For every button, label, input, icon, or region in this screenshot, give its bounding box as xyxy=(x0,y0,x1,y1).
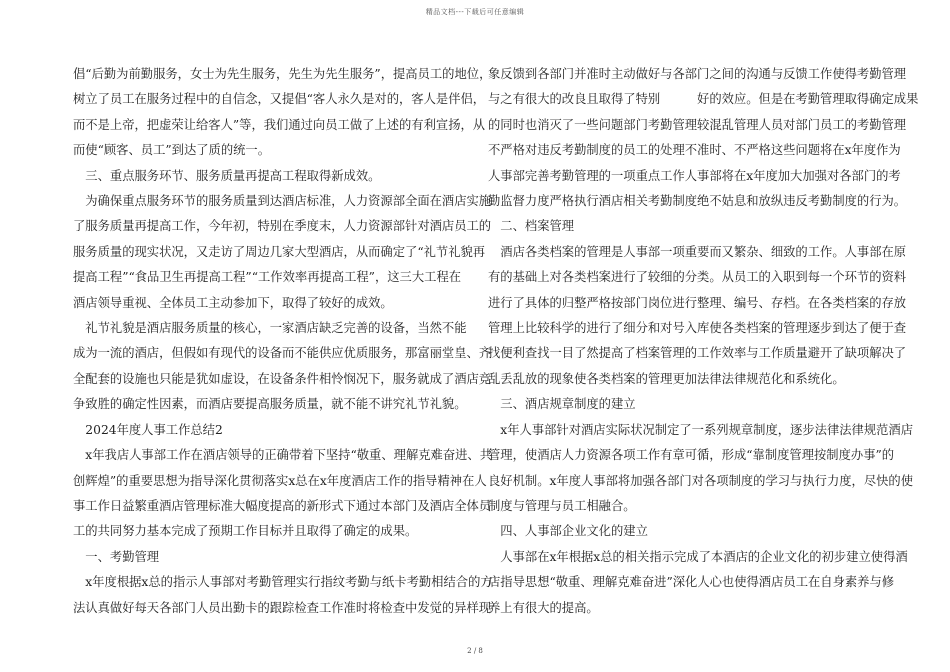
text-line: 管理，使酒店人力资源各项工作有章可循，形成“靠制度管理按制度办事”的 xyxy=(488,448,895,463)
text-line: 而使“顾客、员工”到达了质的统一。 xyxy=(73,143,271,158)
text-line: 人事部完善考勤管理的一项重点工作人事部将在x年度加大加强对各部门的考 xyxy=(488,168,901,183)
text-line: 礼节礼貌是酒店服务质量的核心，一家酒店缺乏完善的设备，当然不能 xyxy=(73,321,467,336)
text-line: 三、重点服务环节、服务质量再提高工程取得新成效。 xyxy=(73,168,381,183)
text-line: 工的共同努力基本完成了预期工作目标并且取得了确定的成果。 xyxy=(73,524,418,539)
text-line: 法认真做好每天各部门人员出勤卡的跟踪检查工作准时将检查中发觉的异样现 xyxy=(73,600,492,615)
text-line: 养上有很大的提高。 xyxy=(488,600,599,615)
text-line: x年我店人事部工作在酒店领导的正确带着下坚持“敬重、理解克难奋进、共 xyxy=(73,448,493,463)
text-line: 象反馈到各部门并准时主动做好与各部门之间的沟通与反馈工作使得考勤管理 xyxy=(488,67,907,81)
text-line: 四、人事部企业文化的建立 xyxy=(488,524,648,539)
text-line: 酒店各类档案的管理是人事部一项重要而又繁杂、细致的工作。人事部在原 xyxy=(488,244,907,259)
text-line: 倡“后勤为前勤服务，女士为先生服务，先生为先生服务”，提高员工的地位， xyxy=(73,67,492,81)
text-line: 找便利查找一目了然提高了档案管理的工作效率与工作质量避开了缺项解决了 xyxy=(488,346,907,361)
text-line: 人事部在x年根据x总的相关指示完成了本酒店的企业文化的初步建立使得酒 xyxy=(488,549,908,564)
text-line: 一、考勤管理 xyxy=(73,549,160,564)
page-header: 精品文档---下载后可任意编辑 xyxy=(425,8,525,16)
left-column xyxy=(73,62,493,621)
text-line: 二、档案管理 xyxy=(488,219,575,234)
right-column xyxy=(488,62,919,621)
text-line: 提高工程”“食品卫生再提高工程”“工作效率再提高工程”，这三大工程在 xyxy=(73,270,462,285)
text-line: 的同时也消灭了一些问题部门考勤管理较混乱管理人员对部门员工的考勤管理 xyxy=(488,117,907,132)
text-line: 不严格对违反考勤制度的员工的处理不准时、不严格这些问题将在x年度作为 xyxy=(488,143,901,158)
page-number: 2 / 8 xyxy=(467,647,483,655)
text-line: 树立了员工在服务过程中的自信念，又提倡“客人永久是对的，客人是伴侣， xyxy=(73,92,486,107)
text-line: 成为一流的酒店，但假如有现代的设备而不能供应优质服务，那富丽堂皇、齐 xyxy=(73,346,492,361)
text-line: 2024年度人事工作总结2 xyxy=(73,422,223,437)
text-line: 与之有很大的改良且取得了特别 好的效应。但是在考勤管理取得确定成果 xyxy=(488,92,919,107)
text-line: x年度根据x总的指示人事部对考勤管理实行指纹考勤与纸卡考勤相结合的方 xyxy=(73,575,493,590)
text-line: 而不是上帝，把虚荣让给客人”等，我们通过向员工做了上述的有利宣扬，从 xyxy=(73,117,486,132)
text-line: 店指导思想“敬重、理解克难奋进”深化人心也使得酒店员工在自身素养与修 xyxy=(488,575,895,590)
text-line: 事工作日益繁重酒店管理标准大幅度提高的新形式下通过本部门及酒店全体员 xyxy=(73,498,492,513)
text-line: 良好机制。x年度人事部将加强各部门对各项制度的学习与执行力度，尽快的使 xyxy=(488,473,914,488)
text-line: 了服务质量再提高工作，今年初，特别在季度末，人力资源部针对酒店员工的 xyxy=(73,219,492,234)
text-line: 有的基础上对各类档案进行了较细的分类。从员工的入职到每一个环节的资料 xyxy=(488,270,907,285)
text-line: 服务质量的现实状况，又走访了周边几家大型酒店，从而确定了“礼节礼貌再 xyxy=(73,244,486,259)
text-line: 进行了具体的归整严格按部门岗位进行整理、编号、存档。在各类档案的存放 xyxy=(488,295,907,310)
text-line: 为确保重点服务环节的服务质量到达酒店标准，人力资源部全面在酒店实施 xyxy=(73,194,492,209)
text-line: 管理上比较科学的进行了细分和对号入库使各类档案的管理逐步到达了便于查 xyxy=(488,321,907,336)
text-line: 三、酒店规章制度的建立 xyxy=(488,397,636,412)
text-line: x年人事部针对酒店实际状况制定了一系列规章制度，逐步法律法律规范酒店 xyxy=(488,422,914,437)
text-line: 全配套的设施也只能是犹如虚设，在设备条件相怜悯况下，服务就成了酒店竞 xyxy=(73,371,492,386)
text-line: 勤监督力度严格执行酒店相关考勤制度绝不姑息和放纵违反考勤制度的行为。 xyxy=(488,194,907,209)
text-line: 乱丢乱放的现象使各类档案的管理更加法律法律规范化和系统化。 xyxy=(488,371,845,386)
text-line: 酒店领导重视、全体员工主动参加下，取得了较好的成效。 xyxy=(73,295,393,310)
text-line: 争致胜的确定性因素，而酒店要提高服务质量，就不能不讲究礼节礼貌。 xyxy=(73,397,467,412)
text-line: 创辉煌”的重要思想为指导深化贯彻落实x总在x年度酒店工作的指导精神在人 xyxy=(73,473,487,488)
text-line: 制度与管理与员工相融合。 xyxy=(488,498,636,513)
